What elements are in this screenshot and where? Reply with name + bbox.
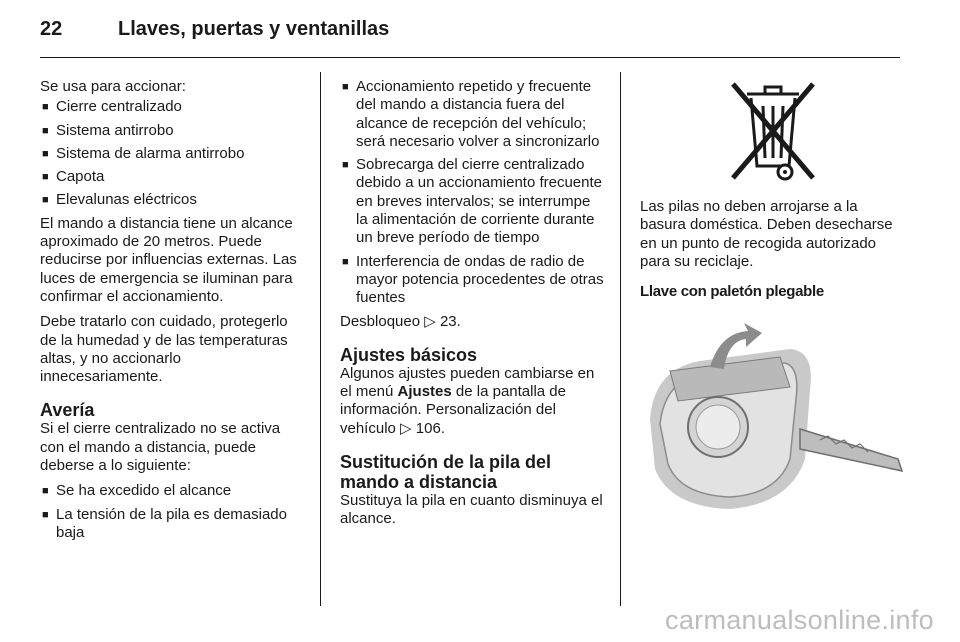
folding-key-image	[640, 309, 905, 519]
page-title: Llaves, puertas y ventanillas	[118, 18, 390, 40]
column-2	[340, 78, 605, 536]
care-paragraph: Debe tratarlo con cuidado, protegerlo de la humedad y de las temperaturas altas, y no accionarlo innecesariamente.	[40, 313, 288, 386]
reference-arrow-icon: ▷	[400, 419, 412, 437]
list-item: ■ Cierre centralizado	[40, 98, 305, 116]
ajustes-text-1: Algunos ajustes pueden cambiarse en el menú	[340, 364, 595, 401]
unlock-reference	[340, 313, 605, 331]
range-paragraph: El mando a distancia tiene un alcance aproximado de 20 metros. Puede reducirse por influencias externas. Las luces de emergencia se iluminan para confirmar el accionamiento.	[40, 214, 297, 305]
ajustes-text-2: de la pantalla de información. Personalización del vehículo	[340, 383, 566, 437]
averia-text: Si el cierre centralizado no se activa con el mando a distancia, puede deberse a lo siguiente:	[40, 420, 281, 475]
column-divider-2	[620, 72, 621, 606]
site-watermark: carmanualsonline.info	[665, 605, 934, 635]
intro-text: Se usa para accionar:	[40, 78, 186, 95]
list-item: ■ Sistema antirrobo	[40, 122, 305, 140]
ajustes-menu-name: Ajustes	[397, 383, 452, 401]
column-1	[40, 78, 305, 547]
ajustes-heading: Ajustes básicos	[340, 344, 478, 365]
page-number: 22	[40, 18, 63, 40]
battery-text: Sustituya la pila en cuanto disminuya el alcance.	[340, 492, 603, 528]
list-item: ■ Elevalunas eléctricos	[40, 191, 305, 209]
cause-list-continued	[340, 78, 605, 308]
unlock-page-link[interactable]: 23.	[439, 312, 461, 330]
ajustes-paragraph	[340, 365, 605, 438]
crossed-out-bin-icon	[640, 78, 905, 184]
column-3	[640, 78, 905, 519]
header-rule	[40, 57, 900, 58]
list-item: ■ Capota	[40, 168, 305, 186]
list-item: ■ Se ha excedido el alcance	[40, 482, 305, 500]
personalization-page-link[interactable]: 106.	[415, 419, 445, 437]
unlock-text: Desbloqueo	[340, 312, 421, 330]
list-item: ■ Sistema de alarma antirrobo	[40, 145, 305, 163]
list-item: ■ Accionamiento repetido y frecuente del mando a distancia fuera del alcance de recepción del vehículo; será necesario volver a sincronizarlo	[340, 78, 605, 151]
folding-key-heading: Llave con paletón plegable	[640, 283, 824, 301]
list-item: ■ Sobrecarga del cierre centralizado debido a un accionamiento frecuente en breves intervalos; se interrumpe la alimentación de corriente durante un breve período de tiempo	[340, 156, 605, 247]
list-item: ■ La tensión de la pila es demasiado baja	[40, 506, 305, 543]
averia-heading: Avería	[40, 400, 95, 421]
page-header	[40, 18, 389, 48]
reference-arrow-icon: ▷	[424, 312, 436, 330]
list-item: ■ Interferencia de ondas de radio de mayor potencia procedentes de otras fuentes	[340, 253, 605, 308]
disposal-text: Las pilas no deben arrojarse a la basura doméstica. Deben desecharse en un punto de recogida autorizado para su reciclaje.	[640, 198, 893, 270]
column-divider-1	[320, 72, 321, 606]
function-list	[40, 98, 305, 209]
cause-list	[40, 482, 305, 542]
battery-heading: Sustitución de la pila del mando a distancia	[340, 452, 552, 493]
